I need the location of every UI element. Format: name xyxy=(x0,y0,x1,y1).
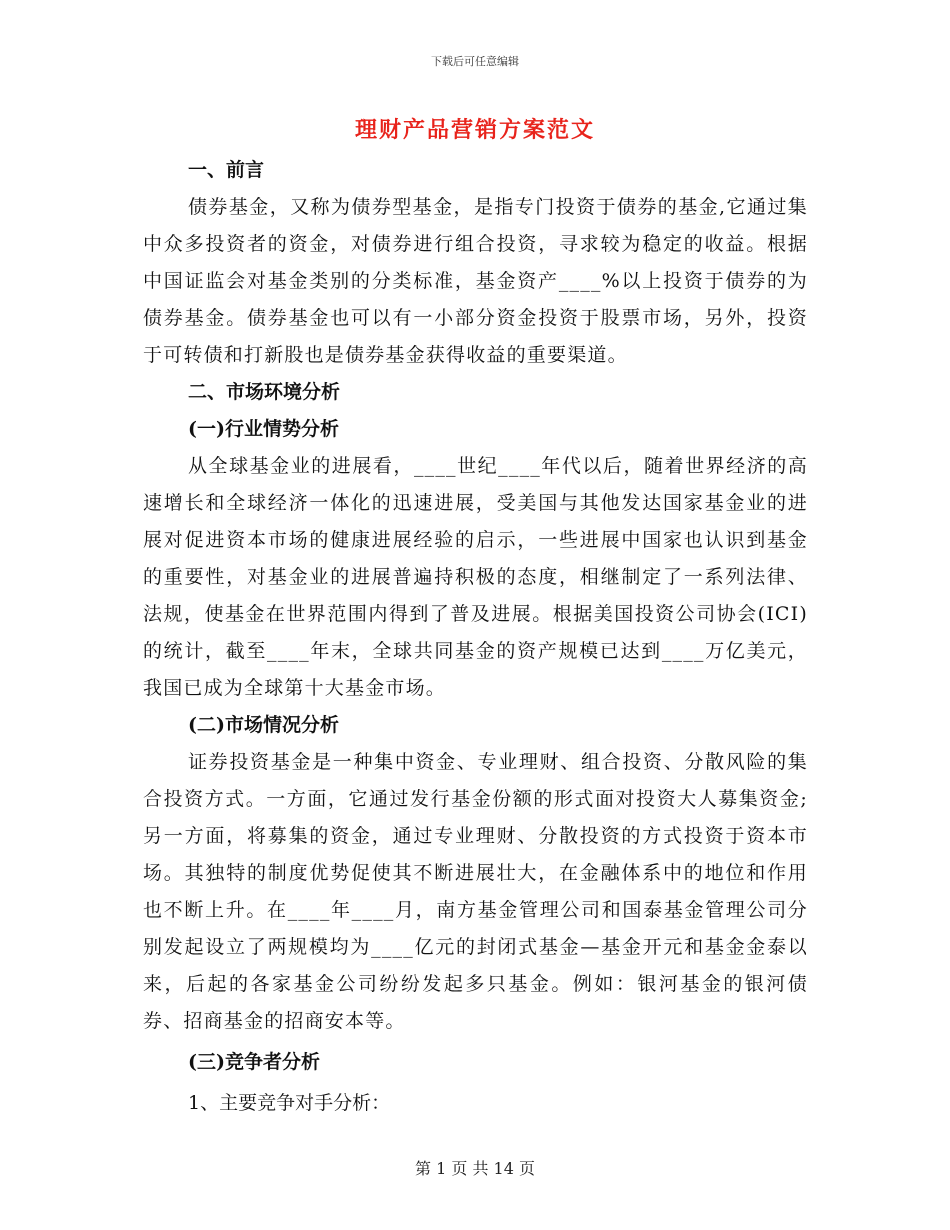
header-note: 下载后可任意编辑 xyxy=(431,55,519,68)
subsection-heading-market: (二)市场情况分析 xyxy=(188,714,339,736)
section-heading-preface: 一、前言 xyxy=(188,159,265,181)
subsection-heading-competitors: (三)竞争者分析 xyxy=(188,1051,320,1073)
paragraph-market: 证券投资基金是一种集中资金、专业理财、组合投资、分散风险的集合投资方式。一方面，它通过发行基金份额的形式面对投资大人募集资金;另一方面，将募集的资金，通过专业理财、分散投资的方式投资于资本市场。其独特的制度优势促使其不断进展壮大，在金融体系中的地位和作用也不断上升。在____年____月，南方基金管理公司和国泰基金管理公司分别发起设立了两规模均为____亿元的封闭式基金—基金开元和基金金泰以来，后起的各家基金公司纷纷发起多只基金。例如：银河基金的银河债券、招商基金的招商安本等。 xyxy=(143,751,808,1032)
competitor-item-1: 1、主要竞争对手分析： xyxy=(188,1092,391,1114)
subsection-heading-industry: (一)行业情势分析 xyxy=(188,418,339,440)
section-heading-market-environment: 二、市场环境分析 xyxy=(188,381,341,403)
page-footer: 第 1 页 共 14 页 xyxy=(415,1159,535,1178)
paragraph-preface: 债券基金，又称为债券型基金，是指专门投资于债券的基金,它通过集中众多投资者的资金，对债券进行组合投资，寻求较为稳定的收益。根据中国证监会对基金类别的分类标准，基金资产____%以上投资于债券的为债券基金。债券基金也可以有一小部分资金投资于股票市场，另外，投资于可转债和打新股也是债券基金获得收益的重要渠道。 xyxy=(143,196,808,366)
document-body xyxy=(143,152,808,1122)
paragraph-industry: 从全球基金业的进展看，____世纪____年代以后，随着世界经济的高速增长和全球经济一体化的迅速进展，受美国与其他发达国家基金业的进展对促进资本市场的健康进展经验的启示，一些进展中国家也认识到基金的重要性，对基金业的进展普遍持积极的态度，相继制定了一系列法律、法规，使基金在世界范围内得到了普及进展。根据美国投资公司协会(ICI)的统计，截至____年末，全球共同基金的资产规模已达到____万亿美元，我国已成为全球第十大基金市场。 xyxy=(143,455,808,699)
document-title: 理财产品营销方案范文 xyxy=(354,117,595,143)
